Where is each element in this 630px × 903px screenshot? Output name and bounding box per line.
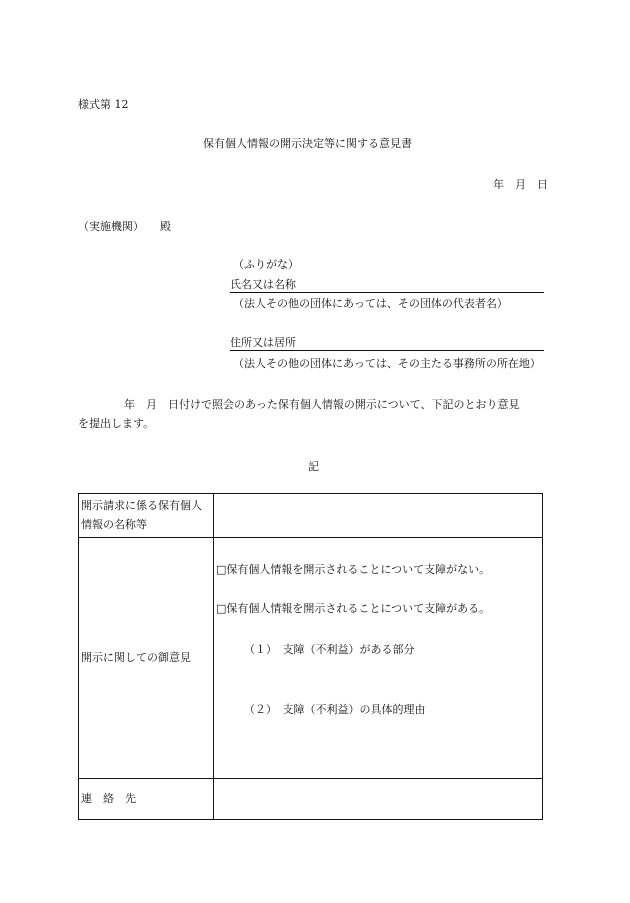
option-issue[interactable]: □保有個人情報を開示されることについて支障がある。	[216, 602, 491, 615]
sender-address-field	[230, 336, 544, 351]
option-no-issue[interactable]: □保有個人情報を開示されることについて支障がない。	[216, 563, 491, 576]
sender-furigana: （ふりがな）	[233, 258, 299, 271]
opinion-content	[214, 538, 542, 778]
request-info-field[interactable]	[214, 494, 543, 538]
sub-item-2: （２） 支障（不利益）の具体的理由	[244, 703, 426, 716]
document-title: 保有個人情報の開示決定等に関する意見書	[203, 137, 412, 150]
table-row-contact	[79, 779, 543, 820]
form-number: 様式第 12	[78, 98, 129, 111]
request-info-label-line2: 情報の名称等	[81, 517, 147, 531]
sender-name-note: （法人その他の団体にあっては、その団体の代表者名）	[233, 297, 508, 310]
opinion-label: 開示に関しての御意見	[79, 538, 214, 779]
sender-address-label: 住所又は居所	[230, 336, 296, 349]
body-line-2: を提出します。	[78, 417, 155, 430]
request-info-label	[79, 494, 214, 538]
sender-address-note: （法人その他の団体にあっては、その主たる事務所の所在地）	[233, 357, 541, 370]
sub-item-1: （１） 支障（不利益）がある部分	[244, 643, 415, 656]
opinion-table	[78, 493, 543, 820]
opinion-field[interactable]	[214, 538, 543, 779]
ki-heading: 記	[308, 460, 319, 473]
request-info-label-line1: 開示請求に係る保有個人	[81, 499, 202, 513]
contact-label: 連 絡 先	[79, 779, 214, 820]
date-line: 年 月 日	[493, 178, 548, 191]
sender-name-label: 氏名又は名称	[230, 278, 296, 291]
table-row-request-info	[79, 494, 543, 538]
contact-field[interactable]	[214, 779, 543, 820]
sender-name-field	[230, 278, 544, 293]
addressee-honorific: 殿	[160, 220, 171, 233]
addressee-org: （実施機関）	[78, 220, 144, 233]
body-line-1: 年 月 日付けで照会のあった保有個人情報の開示について、下記のとおり意見	[124, 398, 520, 411]
table-row-opinion	[79, 538, 543, 779]
